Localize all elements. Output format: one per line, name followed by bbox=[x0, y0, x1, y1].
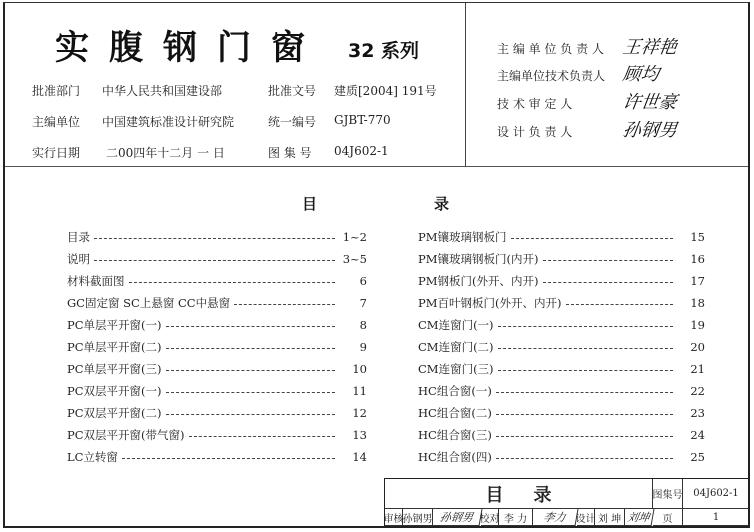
leader-dots bbox=[496, 436, 673, 437]
check-label: 校对 bbox=[481, 509, 499, 526]
toc-entry[interactable] bbox=[418, 446, 705, 468]
toc-entry[interactable] bbox=[67, 424, 367, 446]
meta-value: 中华人民共和国建设部 bbox=[102, 84, 223, 98]
leader-dots bbox=[498, 348, 673, 349]
toc-entry[interactable] bbox=[67, 226, 367, 248]
toc-entry[interactable] bbox=[67, 314, 367, 336]
toc-entry[interactable] bbox=[418, 226, 705, 248]
leader-dots bbox=[543, 260, 674, 261]
meta-value: 04J602-1 bbox=[334, 144, 389, 158]
title-block-title: 目录 bbox=[385, 479, 653, 509]
toc-entry-page: 21 bbox=[690, 362, 705, 376]
toc-entry-label: PM钢板门(外开、内开) bbox=[418, 274, 539, 288]
check-name: 李 力 bbox=[499, 509, 533, 526]
toc-entry-label: HC组合窗(四) bbox=[418, 450, 492, 464]
atlas-number-label: 图集号 bbox=[653, 479, 683, 509]
page-label: 页 bbox=[653, 509, 683, 526]
meta-value: 建质[2004] 191号 bbox=[334, 84, 437, 98]
toc-entry[interactable] bbox=[67, 446, 367, 468]
toc-right-column bbox=[418, 226, 705, 468]
leader-dots bbox=[166, 326, 335, 327]
toc-entry-page: 11 bbox=[352, 384, 367, 398]
toc-entry-label: HC组合窗(二) bbox=[418, 406, 492, 420]
design-signature: 刘坤 bbox=[624, 509, 655, 526]
toc-entry-page: 9 bbox=[359, 340, 367, 354]
toc-entry[interactable] bbox=[418, 314, 705, 336]
meta-label: 批准部门 bbox=[32, 84, 81, 98]
toc-entry-page: 15 bbox=[690, 230, 705, 244]
toc-entry-label: PC双层平开窗(一) bbox=[67, 384, 162, 398]
toc-entry[interactable] bbox=[67, 270, 367, 292]
signature: 孙钢男 bbox=[621, 120, 679, 141]
review-name: 孙钢男 bbox=[403, 509, 433, 526]
signature: 顾均 bbox=[621, 64, 661, 85]
leader-dots bbox=[498, 326, 673, 327]
design-name: 刘 坤 bbox=[595, 509, 625, 526]
toc-entry-page: 10 bbox=[352, 362, 367, 376]
toc-entry[interactable] bbox=[418, 248, 705, 270]
toc-entry-label: GC固定窗 SC上悬窗 CC中悬窗 bbox=[67, 296, 231, 310]
meta-label: 主编单位 bbox=[32, 115, 81, 129]
meta-value: GJBT-770 bbox=[334, 113, 391, 127]
responsible-row bbox=[497, 60, 659, 86]
responsible-row bbox=[497, 33, 677, 59]
atlas-title: 实腹钢门窗 bbox=[55, 28, 325, 68]
toc-entry-label: CM连窗门(二) bbox=[418, 340, 494, 354]
toc-heading-right: 录 bbox=[434, 195, 450, 213]
leader-dots bbox=[496, 414, 673, 415]
toc-entry-page: 14 bbox=[352, 450, 367, 464]
toc-entry[interactable] bbox=[418, 358, 705, 380]
meta-label: 图 集 号 bbox=[268, 146, 312, 160]
review-signature: 孙钢男 bbox=[432, 509, 483, 526]
toc-entry[interactable] bbox=[418, 292, 705, 314]
toc-entry[interactable] bbox=[67, 402, 367, 424]
toc-entry-page: 8 bbox=[359, 318, 367, 332]
toc-entry-page: 24 bbox=[690, 428, 705, 442]
responsible-label: 设 计 负 责 人 bbox=[497, 125, 573, 139]
signature: 王祥艳 bbox=[621, 37, 679, 58]
toc-entry-label: CM连窗门(三) bbox=[418, 362, 494, 376]
toc-entry-page: 16 bbox=[690, 252, 705, 266]
responsible-label: 主 编 单 位 负 责 人 bbox=[497, 42, 604, 56]
toc-entry-label: PM百叶钢板门(外开、内开) bbox=[418, 296, 562, 310]
toc-entry-page: 12 bbox=[352, 406, 367, 420]
toc-entry-page: 18 bbox=[690, 296, 705, 310]
toc-heading-left: 目 bbox=[302, 195, 318, 213]
meta-value: 二00四年十二月 一 日 bbox=[106, 146, 225, 160]
toc-entry-label: HC组合窗(一) bbox=[418, 384, 492, 398]
leader-dots bbox=[511, 238, 673, 239]
review-label: 审核 bbox=[385, 509, 403, 526]
leader-dots bbox=[566, 304, 674, 305]
toc-entry[interactable] bbox=[67, 248, 367, 270]
toc-entry-page: 19 bbox=[690, 318, 705, 332]
toc-entry-label: 说明 bbox=[67, 252, 90, 266]
toc-entry-label: CM连窗门(一) bbox=[418, 318, 494, 332]
page-value: 1 bbox=[683, 509, 749, 526]
toc-entry-label: PC双层平开窗(二) bbox=[67, 406, 162, 420]
toc-entry[interactable] bbox=[67, 380, 367, 402]
toc-entry-page: 6 bbox=[359, 274, 367, 288]
design-label: 设计 bbox=[577, 509, 595, 526]
toc-entry-page: 3~5 bbox=[342, 252, 367, 266]
check-signature: 李力 bbox=[532, 509, 579, 526]
leader-dots bbox=[496, 458, 673, 459]
toc-entry-page: 1~2 bbox=[342, 230, 367, 244]
leader-dots bbox=[496, 392, 673, 393]
leader-dots bbox=[166, 370, 335, 371]
leader-dots bbox=[543, 282, 674, 283]
toc-entry[interactable] bbox=[67, 358, 367, 380]
meta-label: 批准文号 bbox=[268, 84, 317, 98]
toc-entry[interactable] bbox=[418, 380, 705, 402]
leader-dots bbox=[94, 238, 335, 239]
toc-entry-page: 13 bbox=[352, 428, 367, 442]
toc-entry-label: PC双层平开窗(带气窗) bbox=[67, 428, 185, 442]
toc-entry-label: HC组合窗(三) bbox=[418, 428, 492, 442]
toc-entry-page: 22 bbox=[690, 384, 705, 398]
leader-dots bbox=[166, 348, 335, 349]
atlas-number-value: 04J602-1 bbox=[683, 479, 749, 509]
toc-left-column bbox=[67, 226, 367, 468]
signature: 许世豪 bbox=[621, 92, 679, 113]
toc-entry-label: PC单层平开窗(二) bbox=[67, 340, 162, 354]
leader-dots bbox=[94, 260, 335, 261]
toc-entry[interactable] bbox=[418, 270, 705, 292]
toc-entry-label: PC单层平开窗(三) bbox=[67, 362, 162, 376]
toc-entry[interactable] bbox=[418, 336, 705, 358]
meta-value: 中国建筑标准设计研究院 bbox=[102, 115, 235, 129]
meta-label: 统一编号 bbox=[268, 115, 317, 129]
toc-entry-label: 目录 bbox=[67, 230, 90, 244]
toc-entry-label: LC立转窗 bbox=[67, 450, 118, 464]
toc-entry-page: 7 bbox=[359, 296, 367, 310]
leader-dots bbox=[234, 304, 335, 305]
leader-dots bbox=[129, 282, 336, 283]
toc-entry-label: PM镶玻璃钢板门 bbox=[418, 230, 507, 244]
toc-entry-page: 17 bbox=[690, 274, 705, 288]
toc-entry[interactable] bbox=[67, 336, 367, 358]
responsible-label: 技 术 审 定 人 bbox=[497, 97, 573, 111]
toc-entry-label: PM镶玻璃钢板门(内开) bbox=[418, 252, 539, 266]
meta-label: 实行日期 bbox=[32, 146, 81, 160]
atlas-series: 32 系列 bbox=[348, 40, 420, 62]
leader-dots bbox=[498, 370, 673, 371]
toc-entry-label: 材料截面图 bbox=[67, 274, 125, 288]
toc-entry-page: 20 bbox=[690, 340, 705, 354]
toc-entry-page: 25 bbox=[690, 450, 705, 464]
leader-dots bbox=[166, 414, 335, 415]
title-block bbox=[384, 478, 749, 527]
toc-entry[interactable] bbox=[418, 424, 705, 446]
leader-dots bbox=[122, 458, 335, 459]
responsible-row bbox=[497, 88, 677, 114]
leader-dots bbox=[166, 392, 335, 393]
toc-entry-page: 23 bbox=[690, 406, 705, 420]
responsible-label: 主编单位技术负责人 bbox=[497, 69, 606, 83]
toc-entry[interactable] bbox=[418, 402, 705, 424]
leader-dots bbox=[189, 436, 335, 437]
responsible-row bbox=[497, 116, 677, 142]
toc-entry[interactable] bbox=[67, 292, 367, 314]
toc-entry-label: PC单层平开窗(一) bbox=[67, 318, 162, 332]
